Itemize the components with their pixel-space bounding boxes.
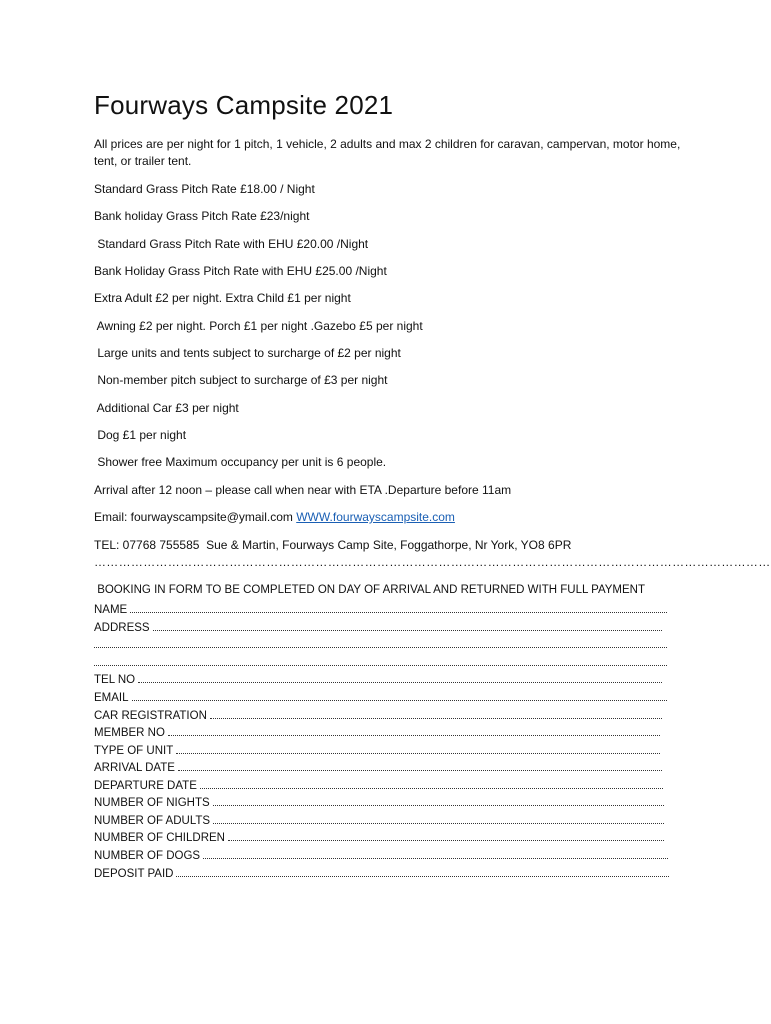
nights-field[interactable]: [94, 792, 664, 809]
blank-line: [94, 647, 667, 648]
nights-label: NUMBER OF NIGHTS: [94, 797, 210, 809]
email-label: EMAIL: [94, 692, 129, 704]
arrival-date-field[interactable]: [94, 757, 662, 774]
adults-line: [213, 823, 664, 824]
car-registration-field[interactable]: [94, 705, 662, 722]
children-field[interactable]: [94, 827, 664, 844]
email-line: [132, 700, 667, 701]
name-label: NAME: [94, 604, 128, 616]
rate-large-units: Large units and tents subject to surcharge of £2 per night: [94, 346, 401, 360]
arrival-departure-info: Arrival after 12 noon – please call when near with ETA .Departure before 11am: [94, 483, 512, 497]
name-line: [130, 612, 667, 613]
nights-line: [213, 805, 664, 806]
unit-type-field[interactable]: [94, 740, 660, 757]
arrival-date-label: ARRIVAL DATE: [94, 762, 175, 774]
member-no-line: [168, 735, 660, 736]
dogs-label: NUMBER OF DOGS: [94, 850, 201, 862]
contact-email: [94, 509, 455, 526]
children-label: NUMBER OF CHILDREN: [94, 832, 225, 844]
website-link[interactable]: WWW.fourwayscampsite.com: [296, 510, 455, 524]
rate-shower: Shower free Maximum occupancy per unit is 6 people.: [94, 455, 387, 469]
email-field[interactable]: [94, 687, 667, 704]
unit-type-label: TYPE OF UNIT: [94, 745, 174, 757]
rate-awning: Awning £2 per night. Porch £1 per night .Gazebo £5 per night: [94, 319, 423, 333]
booking-form-heading: BOOKING IN FORM TO BE COMPLETED ON DAY OF ARRIVAL AND RETURNED WITH FULL PAYMENT: [94, 584, 646, 596]
dogs-field[interactable]: [94, 845, 668, 862]
arrival-date-line: [178, 770, 662, 771]
tel-label: TEL NO: [94, 674, 136, 686]
address-line-2[interactable]: [94, 634, 667, 651]
deposit-label: DEPOSIT PAID: [94, 868, 174, 880]
unit-type-line: [176, 753, 660, 754]
adults-field[interactable]: [94, 810, 664, 827]
blank-line: [94, 665, 667, 666]
tel-line: [138, 682, 662, 683]
rate-standard: Standard Grass Pitch Rate £18.00 / Night: [94, 182, 315, 196]
rate-bank-holiday: Bank holiday Grass Pitch Rate £23/night: [94, 209, 310, 223]
contact-tel: TEL: 07768 755585 Sue & Martin, Fourways Camp Site, Foggathorpe, Nr York, YO8 6PR: [94, 538, 572, 552]
rate-additional-car: Additional Car £3 per night: [94, 401, 239, 415]
car-registration-line: [210, 718, 662, 719]
separator-line: …………………………………………………………………………………………………………………………………………………: [94, 555, 771, 569]
rate-non-member: Non-member pitch subject to surcharge of £3 per night: [94, 373, 388, 387]
address-field[interactable]: [94, 617, 662, 634]
deposit-line: [176, 876, 669, 877]
rate-dog: Dog £1 per night: [94, 428, 187, 442]
car-registration-label: CAR REGISTRATION: [94, 710, 207, 722]
departure-date-line: [200, 788, 663, 789]
departure-date-label: DEPARTURE DATE: [94, 780, 197, 792]
member-no-field[interactable]: [94, 722, 660, 739]
address-line-3[interactable]: [94, 652, 667, 669]
address-line: [153, 630, 662, 631]
address-label: ADDRESS: [94, 622, 150, 634]
children-line: [228, 840, 664, 841]
departure-date-field[interactable]: [94, 775, 663, 792]
deposit-field[interactable]: [94, 863, 669, 880]
tel-field[interactable]: [94, 669, 662, 686]
adults-label: NUMBER OF ADULTS: [94, 815, 211, 827]
rate-extra-persons: Extra Adult £2 per night. Extra Child £1 per night: [94, 291, 351, 305]
rate-bank-holiday-ehu: Bank Holiday Grass Pitch Rate with EHU £25.00 /Night: [94, 264, 387, 278]
email-text: Email: fourwayscampsite@ymail.com: [94, 510, 297, 524]
intro-text: All prices are per night for 1 pitch, 1 vehicle, 2 adults and max 2 children for caravan, campervan, motor home, tent, or trailer tent.: [94, 137, 681, 168]
name-field[interactable]: [94, 599, 667, 616]
member-no-label: MEMBER NO: [94, 727, 165, 739]
page-title: Fourways Campsite 2021: [94, 90, 394, 120]
rate-standard-ehu: Standard Grass Pitch Rate with EHU £20.00 /Night: [94, 237, 369, 251]
dogs-line: [203, 858, 668, 859]
